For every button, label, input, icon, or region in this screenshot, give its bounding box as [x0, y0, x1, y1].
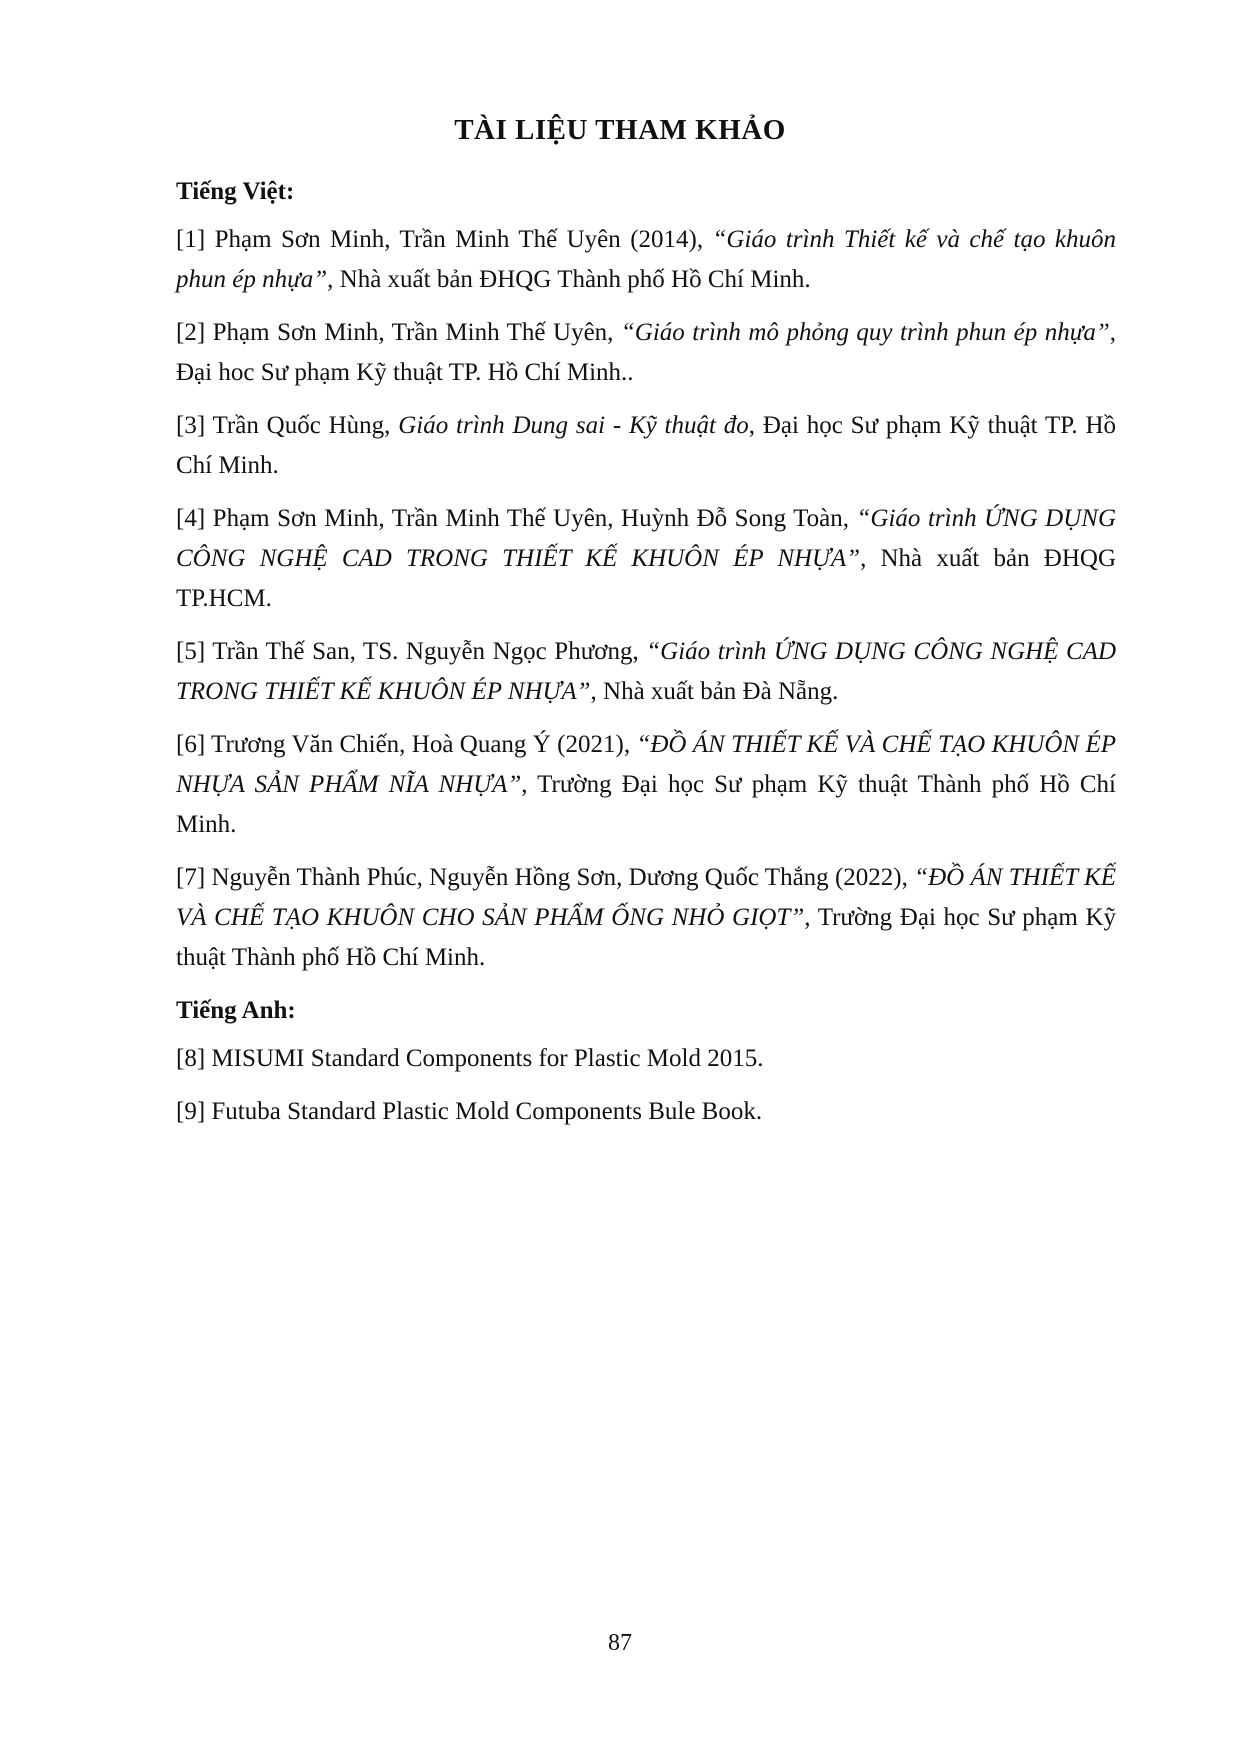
reference-authors: Trần Thế San, TS. Nguyễn Ngọc Phương, [205, 638, 647, 665]
references-content [176, 172, 1116, 1145]
reference-item-9 [176, 1092, 1116, 1132]
reference-authors: Nguyễn Thành Phúc, Nguyễn Hồng Sơn, Dương Quốc Thắng (2022), [205, 864, 915, 891]
reference-authors: Phạm Sơn Minh, Trần Minh Thế Uyên (2014), [205, 226, 713, 253]
reference-item-1 [176, 220, 1116, 300]
reference-title: “Giáo trình mô phỏng quy trình phun ép nhựa” [620, 319, 1110, 346]
reference-title: “ĐỒ ÁN THIẾT KẾ VÀ CHẾ TẠO KHUÔN CHO SẢN PHẨM ỐNG NHỎ GIỌT” [176, 864, 1116, 931]
reference-item-3 [176, 406, 1116, 486]
reference-text: MISUMI Standard Components for Plastic Mold 2015. [205, 1045, 764, 1072]
reference-item-5 [176, 632, 1116, 712]
reference-publisher: , Nhà xuất bản Đà Nẵng. [590, 678, 839, 705]
reference-publisher: , Đại hoc Sư phạm Kỹ thuật TP. Hồ Chí Minh.. [176, 319, 1116, 386]
reference-authors: Phạm Sơn Minh, Trần Minh Thế Uyên, [205, 319, 621, 346]
reference-number: [7] [176, 864, 206, 891]
reference-number: [8] [176, 1045, 206, 1072]
reference-item-4 [176, 499, 1116, 619]
reference-number: [3] [176, 412, 206, 439]
reference-text: Futuba Standard Plastic Mold Components Bule Book. [205, 1098, 763, 1125]
reference-publisher: , Nhà xuất bản ĐHQG TP.HCM. [176, 545, 1117, 612]
reference-number: [1] [176, 226, 206, 253]
reference-title: “Giáo trình ỨNG DỤNG CÔNG NGHỆ CAD TRONG THIẾT KẾ KHUÔN ÉP NHỰA” [176, 638, 1116, 705]
reference-item-6 [176, 725, 1116, 845]
reference-item-2 [176, 313, 1116, 393]
reference-item-8 [176, 1039, 1116, 1079]
reference-number: [9] [176, 1098, 206, 1125]
reference-publisher: , Nhà xuất bản ĐHQG Thành phố Hồ Chí Minh. [327, 266, 811, 293]
page-number: 87 [608, 1630, 632, 1656]
reference-publisher: , Đại học Sư phạm Kỹ thuật TP. Hồ Chí Minh. [176, 412, 1116, 479]
reference-authors: Phạm Sơn Minh, Trần Minh Thế Uyên, Huỳnh Đỗ Song Toàn, [205, 505, 857, 532]
section-heading-vietnamese: Tiếng Việt: [176, 178, 295, 205]
reference-number: [2] [176, 319, 206, 346]
reference-number: [6] [176, 731, 206, 758]
page-title: TÀI LIỆU THAM KHẢO [454, 114, 786, 146]
section-heading-english: Tiếng Anh: [176, 997, 296, 1024]
reference-item-7 [176, 858, 1116, 978]
reference-authors: Trương Văn Chiến, Hoà Quang Ý (2021), [205, 731, 637, 758]
reference-title: “Giáo trình ỨNG DỤNG CÔNG NGHỆ CAD TRONG THIẾT KẾ KHUÔN ÉP NHỰA” [176, 505, 1116, 572]
reference-title: “Giáo trình Thiết kế và chế tạo khuôn phun ép nhựa” [176, 226, 1116, 293]
reference-title: Giáo trình Dung sai - Kỹ thuật đo [398, 412, 749, 439]
reference-number: [5] [176, 638, 206, 665]
reference-authors: Trần Quốc Hùng, [205, 412, 399, 439]
reference-publisher: , Trường Đại học Sư phạm Kỹ thuật Thành phố Hồ Chí Minh. [176, 904, 1116, 971]
reference-publisher: , Trường Đại học Sư phạm Kỹ thuật Thành phố Hồ Chí Minh. [176, 771, 1116, 838]
reference-number: [4] [176, 505, 206, 532]
reference-title: “ĐỒ ÁN THIẾT KẾ VÀ CHẾ TẠO KHUÔN ÉP NHỰA SẢN PHẨM NĨA NHỰA” [176, 731, 1116, 798]
